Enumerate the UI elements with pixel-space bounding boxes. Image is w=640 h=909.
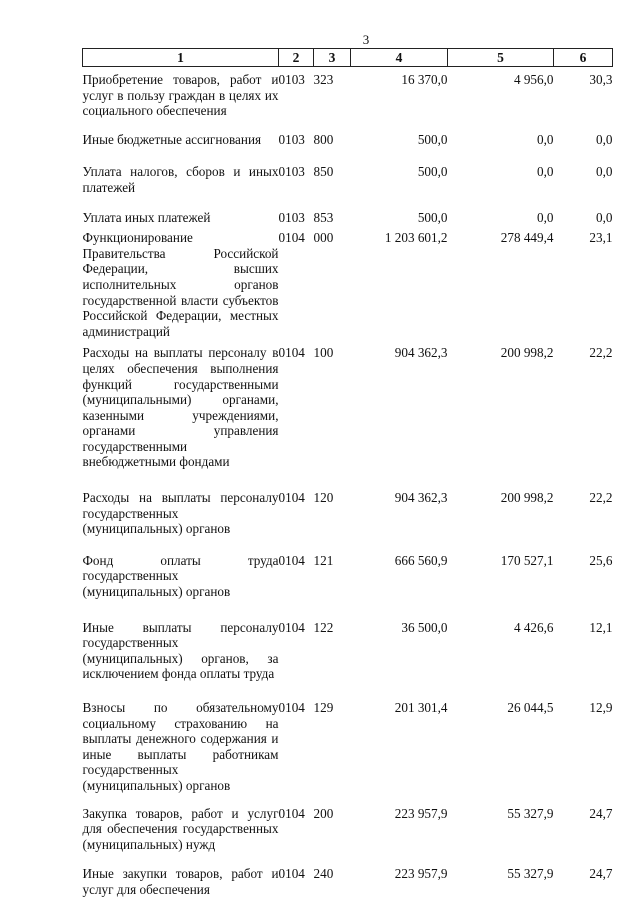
row-expense-code: 800: [313, 131, 334, 147]
row-col4-value: 16 370,0: [401, 72, 448, 87]
row-col5-value: 4 426,6: [513, 619, 554, 635]
row-expense-code: 323: [313, 72, 334, 87]
table-row: [83, 132, 613, 165]
table-row: [83, 806, 613, 867]
table-row: [83, 230, 613, 345]
row-name: Фонд оплаты труда государственных (муниципальных) органов: [82, 552, 279, 600]
row-col4-value: 904 362,3: [394, 345, 448, 361]
row-col4-value: 36 500,0: [401, 619, 448, 635]
row-col4-value: 904 362,3: [394, 490, 448, 506]
row-col6-value: 12,9: [589, 700, 613, 715]
row-name: Иные бюджетные ассигнования: [82, 131, 262, 147]
table-row: [83, 700, 613, 806]
row-col6-value: 24,7: [589, 866, 613, 882]
row-name: Расходы на выплаты персоналу в целях обеспечения выполнения функций государственными (муниципальными) органами, казенными учреждениями, органами управления государственными внебюджетными фондами: [82, 345, 279, 470]
row-section-code: 0104: [278, 345, 305, 361]
row-col4-value: 223 957,9: [394, 805, 448, 821]
row-section-code: 0103: [278, 131, 305, 147]
row-name: Функционирование Правительства Российской Федерации, высших исполнительных органов государственной власти субъектов Российской Федерации, местных администраций: [82, 230, 279, 339]
row-col4-value: 500,0: [417, 164, 448, 180]
row-section-code: 0103: [278, 72, 305, 87]
table-row: [83, 345, 613, 490]
row-name: Закупка товаров, работ и услуг для обеспечения государственных (муниципальных) нужд: [82, 805, 279, 852]
row-name: Расходы на выплаты персоналу государственных (муниципальных) органов: [82, 490, 279, 537]
row-expense-code: 200: [313, 805, 334, 821]
row-col5-value: 0,0: [537, 209, 554, 225]
row-col6-value: 0,0: [596, 131, 613, 147]
table-row: [83, 490, 613, 553]
header-col-3: 3: [314, 49, 351, 67]
row-section-code: 0104: [278, 805, 305, 821]
table-row: [83, 67, 613, 132]
table-row: [83, 210, 613, 231]
row-col4-value: 201 301,4: [394, 700, 448, 715]
header-col-6: 6: [554, 49, 613, 67]
row-expense-code: 100: [313, 345, 334, 361]
row-section-code: 0104: [278, 866, 305, 882]
row-section-code: 0104: [278, 700, 305, 715]
row-col6-value: 25,6: [589, 552, 613, 568]
table-row: [83, 164, 613, 209]
header-col-5: 5: [448, 49, 554, 67]
row-col6-value: 23,1: [589, 230, 613, 246]
row-col4-value: 666 560,9: [394, 552, 448, 568]
row-col6-value: 0,0: [596, 164, 613, 180]
row-section-code: 0103: [278, 164, 305, 180]
row-expense-code: 129: [313, 700, 334, 715]
row-col5-value: 4 956,0: [513, 72, 554, 87]
row-col5-value: 200 998,2: [500, 345, 554, 361]
header-col-2: 2: [279, 49, 314, 67]
row-name: Иные выплаты персоналу государственных (муниципальных) органов, за исключением фонда оплаты труда: [82, 619, 279, 682]
row-col4-value: 500,0: [417, 209, 448, 225]
row-name: Уплата иных платежей: [82, 209, 211, 225]
row-col4-value: 223 957,9: [394, 866, 448, 882]
row-expense-code: 121: [313, 552, 334, 568]
row-col6-value: 12,1: [589, 619, 613, 635]
row-col4-value: 1 203 601,2: [384, 230, 448, 246]
row-col5-value: 55 327,9: [507, 866, 554, 882]
table-row: [83, 553, 613, 620]
row-section-code: 0104: [278, 619, 305, 635]
header-col-4: 4: [351, 49, 448, 67]
row-expense-code: 240: [313, 866, 334, 882]
page-number: 3: [362, 32, 370, 47]
row-expense-code: 853: [313, 209, 334, 225]
row-section-code: 0103: [278, 209, 305, 225]
row-name: Иные закупки товаров, работ и услуг для обеспечения: [82, 866, 279, 897]
row-expense-code: 120: [313, 490, 334, 506]
row-col6-value: 22,2: [589, 345, 613, 361]
header-col-1: 1: [83, 49, 279, 67]
row-expense-code: 000: [313, 230, 334, 246]
table-body: [83, 67, 613, 898]
row-col5-value: 0,0: [537, 164, 554, 180]
row-col5-value: 200 998,2: [500, 490, 554, 506]
row-col6-value: 24,7: [589, 805, 613, 821]
row-section-code: 0104: [278, 552, 305, 568]
row-name: Приобретение товаров, работ и услуг в пользу граждан в целях их социального обеспечения: [82, 72, 279, 119]
row-expense-code: 850: [313, 164, 334, 180]
row-section-code: 0104: [278, 230, 305, 246]
row-expense-code: 122: [313, 619, 334, 635]
budget-table: [82, 48, 613, 898]
header-row: [83, 49, 613, 67]
row-col5-value: 26 044,5: [507, 700, 554, 715]
row-name: Взносы по обязательному социальному страхованию на выплаты денежного содержания и иные выплаты работникам государственных (муниципальных) органов: [82, 700, 279, 793]
table-row: [83, 866, 613, 897]
row-col4-value: 500,0: [417, 131, 448, 147]
row-col6-value: 0,0: [596, 209, 613, 225]
row-col6-value: 30,3: [589, 72, 613, 87]
table-row: [83, 620, 613, 700]
row-col6-value: 22,2: [589, 490, 613, 506]
row-col5-value: 170 527,1: [500, 552, 554, 568]
row-col5-value: 278 449,4: [500, 230, 554, 246]
row-col5-value: 55 327,9: [507, 805, 554, 821]
row-col5-value: 0,0: [537, 131, 554, 147]
row-name: Уплата налогов, сборов и иных платежей: [82, 164, 279, 195]
row-section-code: 0104: [278, 490, 305, 506]
